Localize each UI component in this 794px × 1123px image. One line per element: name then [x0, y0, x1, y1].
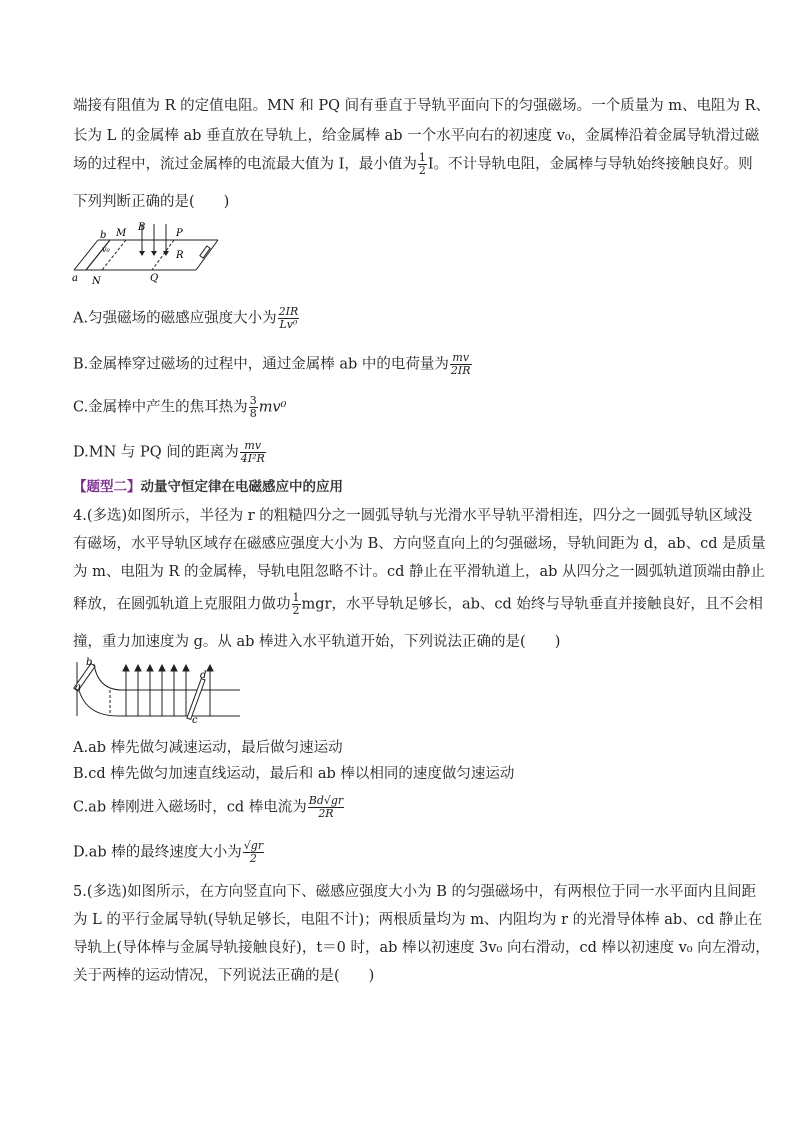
q4-label-d: d: [200, 670, 207, 681]
q3-label-R: R: [176, 250, 184, 261]
q3-label-M: M: [116, 228, 127, 239]
q4-line-4: 释放，在圆弧轨道上克服阻力做功 $\frac{1}{2}$ mgr，水平导轨足够长，ab、cd 始终与导轨垂直并接触良好，且不会相: [73, 591, 763, 617]
q3-label-P: P: [176, 228, 183, 239]
q3-label-B: B: [138, 222, 146, 233]
q3-line-4: 下列判断正确的是( ): [73, 194, 230, 210]
q5-line-1: 5.(多选)如图所示，在方向竖直向下、磁感应强度大小为 B 的匀强磁场中，有两根位于同一水平面内且间距: [73, 884, 757, 900]
q4-option-a: A.ab 棒先做匀减速运动，最后做匀速运动: [73, 740, 343, 756]
section-heading: [73, 475, 343, 495]
q3-rail-figure: [70, 218, 220, 288]
q3-line-3a: 场的过程中，流过金属棒的电流最大值为 I，最小值为: [73, 156, 417, 173]
q3-label-b: b: [100, 230, 107, 241]
q3-option-c-fraction: $\frac{3}{8}$: [249, 394, 257, 420]
q4-option-c: C.ab 棒刚进入磁场时，cd 棒电流为 $\frac{Bd√gr}{2R}$: [73, 794, 344, 820]
q3-option-b: B.金属棒穿过磁场的过程中，通过金属棒 ab 中的电荷量为 $\frac{mv}{2IR}$: [73, 351, 471, 377]
q3-line-2: 长为 L 的金属棒 ab 垂直放在导轨上，给金属棒 ab 一个水平向右的初速度 v₀，金属棒沿着金属导轨滑过磁: [73, 128, 760, 144]
q4-option-d-fraction: $\frac{√gr}{2}$: [243, 839, 264, 865]
q3-label-Q: Q: [150, 273, 159, 284]
q3-option-b-fraction: $\frac{mv}{2IR}$: [450, 351, 471, 377]
q3-option-a: A.匀强磁场的磁感应强度大小为 $\frac{2IR}{\text{Lv⁰}}$: [73, 305, 299, 331]
q3-option-d: D.MN 与 PQ 间的距离为 $\frac{mv}{\text{4I²R}}$: [73, 439, 265, 465]
q4-option-d: D.ab 棒的最终速度大小为 $\frac{√gr}{2}$: [73, 839, 264, 865]
q5-line-2: 为 L 的平行金属导轨(导轨足够长，电阻不计)；两根质量均为 m、内阻均为 r 的光滑导体棒 ab、cd 静止在: [73, 912, 763, 928]
section-title: 动量守恒定律在电磁感应中的应用: [140, 479, 343, 495]
q5-line-3: 导轨上(导体棒与金属导轨接触良好)，t＝0 时，ab 棒以初速度 3v₀ 向右滑动，cd 棒以初速度 v₀ 向左滑动，: [73, 940, 770, 956]
q3-line-3: [73, 152, 753, 177]
q4-line-5: 撞，重力加速度为 g。从 ab 棒进入水平轨道开始，下列说法正确的是( ): [73, 634, 561, 650]
q5-line-4: 关于两棒的运动情况，下列说法正确的是( ): [73, 968, 375, 984]
q3-option-c: C.金属棒中产生的焦耳热为 $\frac{3}{8}$ mv⁰: [73, 394, 287, 420]
q3-line-3b: I。不计导轨电阻，金属棒与导轨始终接触良好。则: [427, 156, 753, 173]
q4-half-fraction: $\frac{1}{2}$: [292, 591, 300, 617]
q3-half-fraction: $\frac{1}{2}$: [418, 151, 426, 177]
q4-line-1: 4.(多选)如图所示，半径为 r 的粗糙四分之一圆弧导轨与光滑水平导轨平滑相连，四分之一圆弧导轨区域没: [73, 508, 753, 524]
q3-option-a-fraction: $\frac{2IR}{\text{Lv⁰}}$: [278, 305, 299, 331]
q3-line-1: 端接有阻值为 R 的定值电阻。MN 和 PQ 间有垂直于导轨平面向下的匀强磁场。一个质量为 m、电阻为 R、: [73, 98, 771, 114]
q4-label-c: c: [192, 715, 198, 724]
q4-line-2: 有磁场，水平导轨区域存在磁感应强度大小为 B、方向竖直向上的匀强磁场，导轨间距为 d，ab、cd 是质量: [73, 536, 766, 552]
q3-label-N: N: [92, 276, 101, 287]
section-bracket: 【题型二】: [73, 479, 141, 495]
q4-label-a: a: [75, 682, 81, 693]
q3-option-d-fraction: $\frac{mv}{\text{4I²R}}$: [240, 439, 265, 465]
q4-line-3: 为 m、电阻为 R 的金属棒，导轨电阻忽略不计。cd 静止在平滑轨道上，ab 从四分之一圆弧轨道顶端由静止: [73, 564, 766, 580]
q4-option-b: B.cd 棒先做匀加速直线运动，最后和 ab 棒以相同的速度做匀速运动: [73, 766, 515, 782]
q3-label-a: a: [72, 273, 78, 284]
q4-label-b: b: [86, 657, 93, 668]
q4-rail-figure: [72, 656, 242, 724]
q3-label-v0: v₀: [102, 245, 110, 254]
q4-option-c-fraction: $\frac{Bd√gr}{2R}$: [308, 794, 344, 820]
